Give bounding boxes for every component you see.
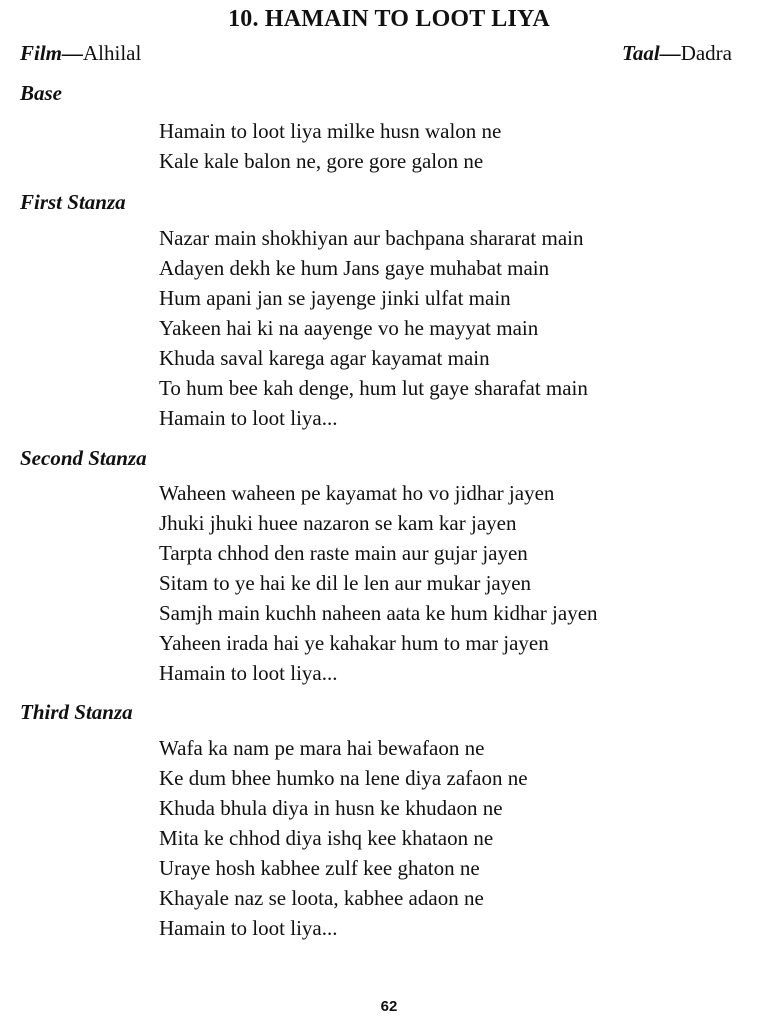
lyric-line: Yaheen irada hai ye kahakar hum to mar jayen	[159, 631, 549, 655]
film-info	[20, 41, 141, 66]
lyric-line: Ke dum bhee humko na lene diya zafaon ne	[159, 766, 528, 790]
section-label-base: Base	[20, 81, 62, 105]
lyric-line: Adayen dekh ke hum Jans gaye muhabat main	[159, 256, 550, 280]
lyric-line: Wafa ka nam pe mara hai bewafaon ne	[159, 736, 485, 760]
section-label-second-stanza: Second Stanza	[20, 446, 147, 470]
lyric-line: Hum apani jan se jayenge jinki ulfat main	[159, 286, 511, 310]
lyric-line: Mita ke chhod diya ishq kee khataon ne	[159, 826, 494, 850]
lyric-line: Hamain to loot liya...	[159, 661, 338, 685]
page-number: 62	[380, 998, 398, 1015]
lyric-line: Hamain to loot liya...	[159, 916, 338, 940]
lyric-line: Khuda bhula diya in husn ke khudaon ne	[159, 796, 503, 820]
film-separator: —	[62, 41, 84, 65]
lyric-line: Waheen waheen pe kayamat ho vo jidhar jayen	[159, 481, 555, 505]
taal-value: Dadra	[680, 41, 732, 65]
section-label-third-stanza: Third Stanza	[20, 700, 133, 724]
first-stanza-lines	[159, 223, 588, 433]
third-stanza-lines	[159, 733, 528, 943]
lyric-line: Sitam to ye hai ke dil le len aur mukar jayen	[159, 571, 532, 595]
taal-separator: —	[659, 41, 681, 65]
second-stanza-lines	[159, 478, 598, 688]
lyric-line: Khayale naz se loota, kabhee adaon ne	[159, 886, 484, 910]
base-lines	[159, 116, 501, 176]
lyric-line: Samjh main kuchh naheen aata ke hum kidhar jayen	[159, 601, 598, 625]
film-value: Alhilal	[83, 41, 142, 65]
song-title: 10. HAMAIN TO LOOT LIYA	[228, 6, 550, 32]
lyric-line: Nazar main shokhiyan aur bachpana shararat main	[159, 226, 584, 250]
lyric-line: To hum bee kah denge, hum lut gaye sharafat main	[159, 376, 588, 400]
lyric-line: Uraye hosh kabhee zulf kee ghaton ne	[159, 856, 480, 880]
lyric-line: Hamain to loot liya...	[159, 406, 338, 430]
lyric-line: Tarpta chhod den raste main aur gujar jayen	[159, 541, 528, 565]
lyric-line: Kale kale balon ne, gore gore galon ne	[159, 149, 484, 173]
film-key: Film	[20, 41, 63, 65]
lyric-line: Hamain to loot liya milke husn walon ne	[159, 119, 502, 143]
lyric-line: Khuda saval karega agar kayamat main	[159, 346, 490, 370]
lyric-line: Jhuki jhuki huee nazaron se kam kar jayen	[159, 511, 517, 535]
lyric-line: Yakeen hai ki na aayenge vo he mayyat main	[159, 316, 539, 340]
taal-key: Taal	[621, 41, 660, 65]
section-label-first-stanza: First Stanza	[20, 190, 126, 214]
taal-info	[622, 41, 732, 66]
